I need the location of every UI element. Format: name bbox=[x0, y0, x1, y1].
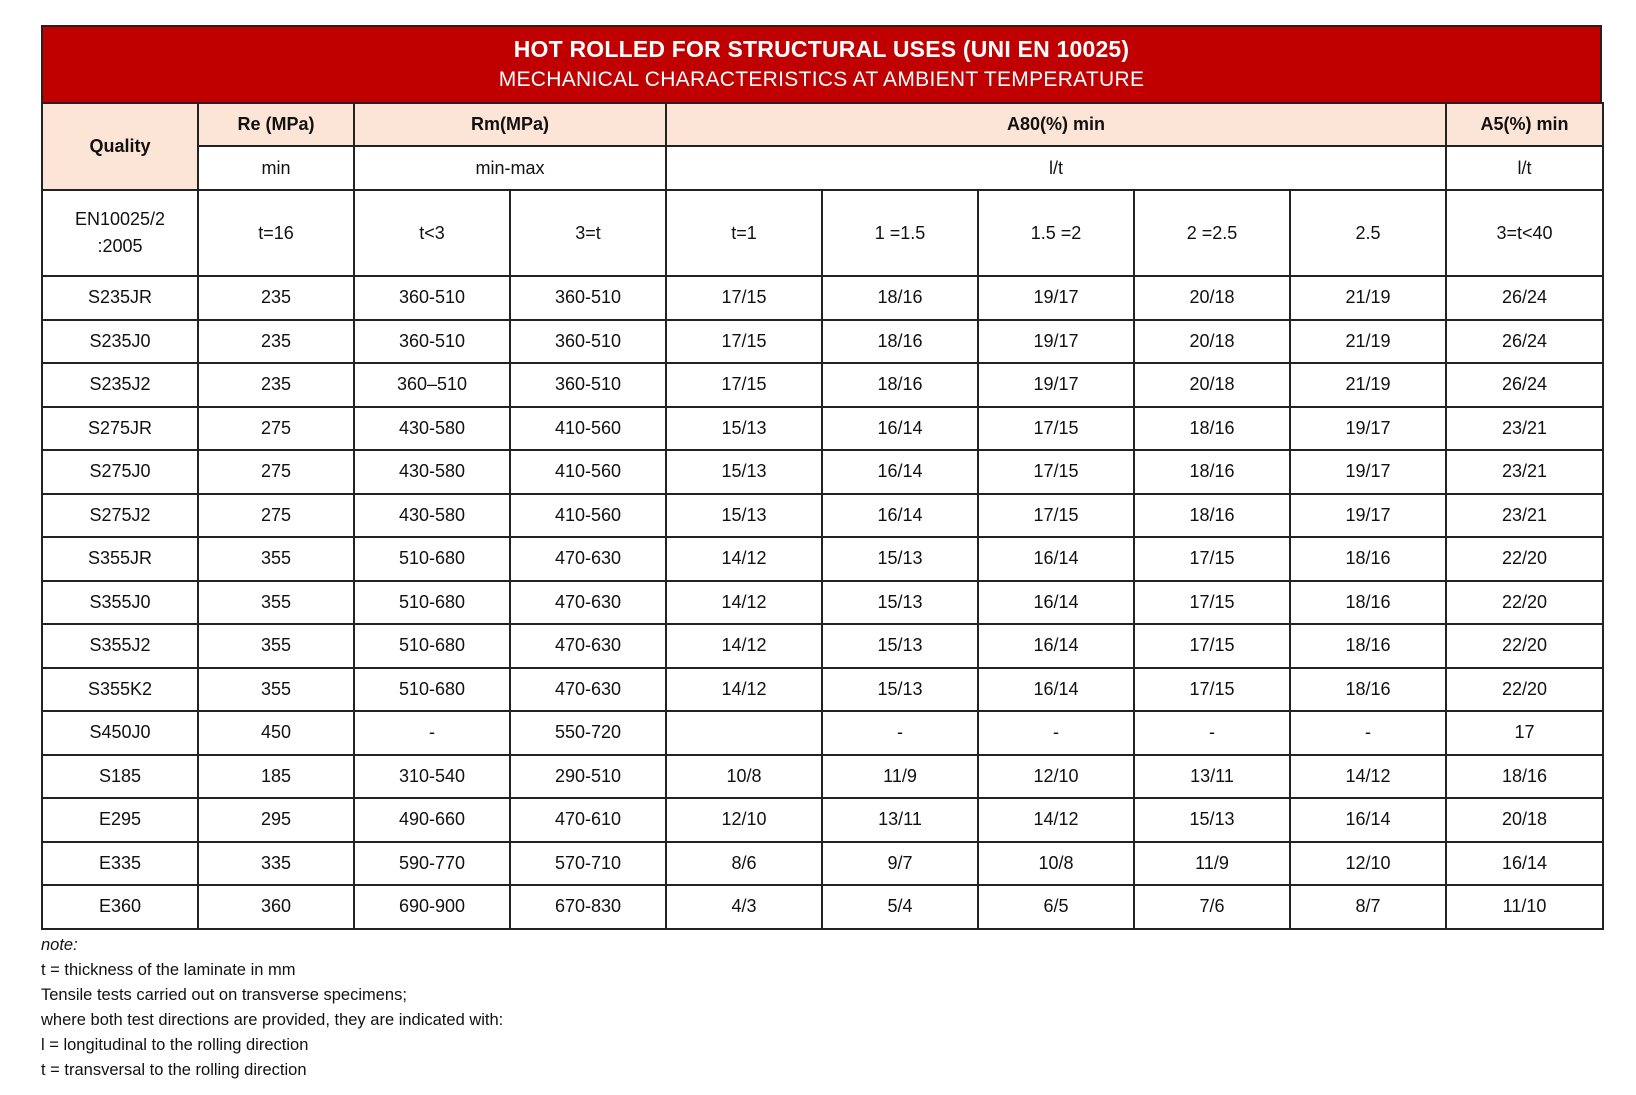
grade-cell: S450J0 bbox=[42, 711, 198, 755]
value-cell: 410-560 bbox=[510, 450, 666, 494]
value-cell: - bbox=[1134, 711, 1290, 755]
value-cell: 690-900 bbox=[354, 885, 510, 929]
value-cell: 8/7 bbox=[1290, 885, 1446, 929]
value-cell: 510-680 bbox=[354, 537, 510, 581]
value-cell: 19/17 bbox=[1290, 407, 1446, 451]
value-cell: 355 bbox=[198, 581, 354, 625]
value-cell: 470-630 bbox=[510, 668, 666, 712]
value-cell: 11/10 bbox=[1446, 885, 1603, 929]
table-title: HOT ROLLED FOR STRUCTURAL USES (UNI EN 10025) bbox=[513, 36, 1130, 62]
value-cell: 490-660 bbox=[354, 798, 510, 842]
value-cell: 550-720 bbox=[510, 711, 666, 755]
grade-cell: S355J0 bbox=[42, 581, 198, 625]
value-cell: 14/12 bbox=[666, 668, 822, 712]
table-row bbox=[42, 407, 1603, 451]
header-rm: Rm(MPa) bbox=[354, 103, 666, 146]
value-cell: - bbox=[1290, 711, 1446, 755]
value-cell: 15/13 bbox=[666, 407, 822, 451]
value-cell: 355 bbox=[198, 624, 354, 668]
header-thickness-cell: t=16 bbox=[198, 190, 354, 276]
value-cell: 18/16 bbox=[822, 320, 978, 364]
grade-cell: E360 bbox=[42, 885, 198, 929]
value-cell: - bbox=[822, 711, 978, 755]
value-cell: 335 bbox=[198, 842, 354, 886]
value-cell: 26/24 bbox=[1446, 363, 1603, 407]
value-cell: 360-510 bbox=[510, 320, 666, 364]
value-cell: 17/15 bbox=[666, 320, 822, 364]
header-standard-line2: :2005 bbox=[97, 236, 143, 256]
value-cell: 310-540 bbox=[354, 755, 510, 799]
value-cell: 21/19 bbox=[1290, 320, 1446, 364]
value-cell: 295 bbox=[198, 798, 354, 842]
value-cell: 355 bbox=[198, 537, 354, 581]
value-cell: 14/12 bbox=[666, 581, 822, 625]
table-row bbox=[42, 798, 1603, 842]
value-cell: 9/7 bbox=[822, 842, 978, 886]
value-cell: 410-560 bbox=[510, 494, 666, 538]
value-cell: 430-580 bbox=[354, 494, 510, 538]
grade-cell: S355K2 bbox=[42, 668, 198, 712]
value-cell: - bbox=[354, 711, 510, 755]
header-thickness-cell: t=1 bbox=[666, 190, 822, 276]
value-cell: 19/17 bbox=[978, 320, 1134, 364]
value-cell: 12/10 bbox=[1290, 842, 1446, 886]
value-cell: 235 bbox=[198, 320, 354, 364]
value-cell: 13/11 bbox=[1134, 755, 1290, 799]
grade-cell: S235J0 bbox=[42, 320, 198, 364]
value-cell: 15/13 bbox=[666, 450, 822, 494]
header-thickness-cell: 3=t<40 bbox=[1446, 190, 1603, 276]
value-cell: 17/15 bbox=[1134, 624, 1290, 668]
value-cell: 18/16 bbox=[1134, 450, 1290, 494]
value-cell: 19/17 bbox=[978, 276, 1134, 320]
value-cell: 16/14 bbox=[978, 624, 1134, 668]
value-cell: 360-510 bbox=[510, 276, 666, 320]
table-row bbox=[42, 624, 1603, 668]
value-cell: 12/10 bbox=[666, 798, 822, 842]
note-line: t = thickness of the laminate in mm bbox=[41, 960, 296, 979]
value-cell: 235 bbox=[198, 276, 354, 320]
header-a5: A5(%) min bbox=[1446, 103, 1603, 146]
header-re: Re (MPa) bbox=[198, 103, 354, 146]
value-cell: 510-680 bbox=[354, 581, 510, 625]
note-line: Tensile tests carried out on transverse specimens; bbox=[41, 985, 407, 1004]
value-cell: 355 bbox=[198, 668, 354, 712]
value-cell: 5/4 bbox=[822, 885, 978, 929]
value-cell: 18/16 bbox=[1134, 494, 1290, 538]
value-cell: 4/3 bbox=[666, 885, 822, 929]
grade-cell: S235J2 bbox=[42, 363, 198, 407]
value-cell: 470-630 bbox=[510, 537, 666, 581]
value-cell: 275 bbox=[198, 494, 354, 538]
value-cell: 17/15 bbox=[978, 450, 1134, 494]
note-line: where both test directions are provided, they are indicated with: bbox=[41, 1010, 504, 1029]
grade-cell: E295 bbox=[42, 798, 198, 842]
value-cell: 17/15 bbox=[666, 363, 822, 407]
table-row bbox=[42, 755, 1603, 799]
header-a80-unit: l/t bbox=[666, 146, 1446, 190]
value-cell: 275 bbox=[198, 450, 354, 494]
value-cell: 21/19 bbox=[1290, 276, 1446, 320]
value-cell: 18/16 bbox=[1290, 668, 1446, 712]
grade-cell: S185 bbox=[42, 755, 198, 799]
value-cell: 23/21 bbox=[1446, 494, 1603, 538]
value-cell: 15/13 bbox=[822, 668, 978, 712]
value-cell: 16/14 bbox=[822, 450, 978, 494]
value-cell: 12/10 bbox=[978, 755, 1134, 799]
value-cell: 185 bbox=[198, 755, 354, 799]
value-cell bbox=[666, 711, 822, 755]
mechanical-properties-table bbox=[41, 102, 1604, 930]
value-cell: 450 bbox=[198, 711, 354, 755]
header-thickness-cell: t<3 bbox=[354, 190, 510, 276]
value-cell: 17/15 bbox=[978, 494, 1134, 538]
value-cell: 8/6 bbox=[666, 842, 822, 886]
value-cell: 430-580 bbox=[354, 450, 510, 494]
table-row bbox=[42, 668, 1603, 712]
table-row bbox=[42, 320, 1603, 364]
value-cell: 360-510 bbox=[354, 320, 510, 364]
value-cell: 10/8 bbox=[666, 755, 822, 799]
value-cell: 235 bbox=[198, 363, 354, 407]
header-a5-unit: l/t bbox=[1446, 146, 1603, 190]
value-cell: 11/9 bbox=[1134, 842, 1290, 886]
value-cell: 18/16 bbox=[822, 363, 978, 407]
value-cell: 22/20 bbox=[1446, 581, 1603, 625]
table-row bbox=[42, 494, 1603, 538]
value-cell: 20/18 bbox=[1134, 276, 1290, 320]
value-cell: 20/18 bbox=[1446, 798, 1603, 842]
value-cell: 20/18 bbox=[1134, 363, 1290, 407]
value-cell: 15/13 bbox=[1134, 798, 1290, 842]
spec-sheet bbox=[41, 25, 1602, 1083]
grade-cell: S355J2 bbox=[42, 624, 198, 668]
value-cell: 16/14 bbox=[1290, 798, 1446, 842]
value-cell: 510-680 bbox=[354, 624, 510, 668]
value-cell: 16/14 bbox=[1446, 842, 1603, 886]
notes-heading: note: bbox=[41, 935, 78, 954]
header-row-labels bbox=[42, 103, 1603, 146]
grade-cell: S235JR bbox=[42, 276, 198, 320]
header-rm-unit: min-max bbox=[354, 146, 666, 190]
value-cell: 21/19 bbox=[1290, 363, 1446, 407]
grade-cell: S355JR bbox=[42, 537, 198, 581]
value-cell: 18/16 bbox=[1446, 755, 1603, 799]
value-cell: 18/16 bbox=[1290, 537, 1446, 581]
value-cell: 470-630 bbox=[510, 624, 666, 668]
value-cell: 10/8 bbox=[978, 842, 1134, 886]
note-line: l = longitudinal to the rolling direction bbox=[41, 1035, 309, 1054]
value-cell: 22/20 bbox=[1446, 624, 1603, 668]
value-cell: 7/6 bbox=[1134, 885, 1290, 929]
value-cell: 15/13 bbox=[822, 624, 978, 668]
value-cell: 430-580 bbox=[354, 407, 510, 451]
header-row-thickness bbox=[42, 190, 1603, 276]
value-cell: 26/24 bbox=[1446, 276, 1603, 320]
value-cell: 470-610 bbox=[510, 798, 666, 842]
note-line: t = transversal to the rolling direction bbox=[41, 1060, 307, 1079]
value-cell: 17/15 bbox=[978, 407, 1134, 451]
value-cell: 18/16 bbox=[1134, 407, 1290, 451]
value-cell: 16/14 bbox=[822, 494, 978, 538]
value-cell: 360-510 bbox=[510, 363, 666, 407]
value-cell: 570-710 bbox=[510, 842, 666, 886]
value-cell: 16/14 bbox=[822, 407, 978, 451]
value-cell: 17/15 bbox=[1134, 581, 1290, 625]
header-a80: A80(%) min bbox=[666, 103, 1446, 146]
value-cell: 14/12 bbox=[1290, 755, 1446, 799]
table-row bbox=[42, 885, 1603, 929]
table-row bbox=[42, 363, 1603, 407]
value-cell: 19/17 bbox=[1290, 494, 1446, 538]
value-cell: 16/14 bbox=[978, 668, 1134, 712]
value-cell: - bbox=[978, 711, 1134, 755]
value-cell: 360–510 bbox=[354, 363, 510, 407]
table-subtitle: MECHANICAL CHARACTERISTICS AT AMBIENT TEMPERATURE bbox=[498, 68, 1145, 91]
value-cell: 510-680 bbox=[354, 668, 510, 712]
header-re-unit: min bbox=[198, 146, 354, 190]
value-cell: 26/24 bbox=[1446, 320, 1603, 364]
value-cell: 14/12 bbox=[978, 798, 1134, 842]
value-cell: 16/14 bbox=[978, 581, 1134, 625]
table-row bbox=[42, 537, 1603, 581]
value-cell: 11/9 bbox=[822, 755, 978, 799]
value-cell: 15/13 bbox=[822, 581, 978, 625]
value-cell: 17 bbox=[1446, 711, 1603, 755]
value-cell: 590-770 bbox=[354, 842, 510, 886]
value-cell: 16/14 bbox=[978, 537, 1134, 581]
grade-cell: S275J2 bbox=[42, 494, 198, 538]
value-cell: 20/18 bbox=[1134, 320, 1290, 364]
value-cell: 19/17 bbox=[978, 363, 1134, 407]
table-row bbox=[42, 842, 1603, 886]
header-quality: Quality bbox=[42, 103, 198, 190]
value-cell: 15/13 bbox=[822, 537, 978, 581]
value-cell: 470-630 bbox=[510, 581, 666, 625]
value-cell: 18/16 bbox=[1290, 624, 1446, 668]
table-row bbox=[42, 276, 1603, 320]
table-row bbox=[42, 450, 1603, 494]
value-cell: 6/5 bbox=[978, 885, 1134, 929]
value-cell: 18/16 bbox=[822, 276, 978, 320]
value-cell: 670-830 bbox=[510, 885, 666, 929]
value-cell: 13/11 bbox=[822, 798, 978, 842]
header-thickness-cell: 1 =1.5 bbox=[822, 190, 978, 276]
value-cell: 22/20 bbox=[1446, 537, 1603, 581]
header-standard-line1: EN10025/2 bbox=[74, 209, 166, 229]
header-thickness-cell: 3=t bbox=[510, 190, 666, 276]
value-cell: 14/12 bbox=[666, 624, 822, 668]
header-row-units bbox=[42, 146, 1603, 190]
value-cell: 14/12 bbox=[666, 537, 822, 581]
header-thickness-cell: 1.5 =2 bbox=[978, 190, 1134, 276]
value-cell: 22/20 bbox=[1446, 668, 1603, 712]
value-cell: 360-510 bbox=[354, 276, 510, 320]
value-cell: 19/17 bbox=[1290, 450, 1446, 494]
header-standard bbox=[42, 190, 198, 276]
value-cell: 410-560 bbox=[510, 407, 666, 451]
value-cell: 275 bbox=[198, 407, 354, 451]
value-cell: 360 bbox=[198, 885, 354, 929]
value-cell: 23/21 bbox=[1446, 407, 1603, 451]
value-cell: 23/21 bbox=[1446, 450, 1603, 494]
value-cell: 15/13 bbox=[666, 494, 822, 538]
title-banner bbox=[41, 25, 1602, 102]
grade-cell: S275JR bbox=[42, 407, 198, 451]
value-cell: 17/15 bbox=[1134, 668, 1290, 712]
header-thickness-cell: 2.5 bbox=[1290, 190, 1446, 276]
header-thickness-cell: 2 =2.5 bbox=[1134, 190, 1290, 276]
value-cell: 290-510 bbox=[510, 755, 666, 799]
grade-cell: E335 bbox=[42, 842, 198, 886]
grade-cell: S275J0 bbox=[42, 450, 198, 494]
value-cell: 17/15 bbox=[666, 276, 822, 320]
notes-section bbox=[41, 933, 1602, 1083]
table-row bbox=[42, 581, 1603, 625]
table-row bbox=[42, 711, 1603, 755]
value-cell: 18/16 bbox=[1290, 581, 1446, 625]
value-cell: 17/15 bbox=[1134, 537, 1290, 581]
